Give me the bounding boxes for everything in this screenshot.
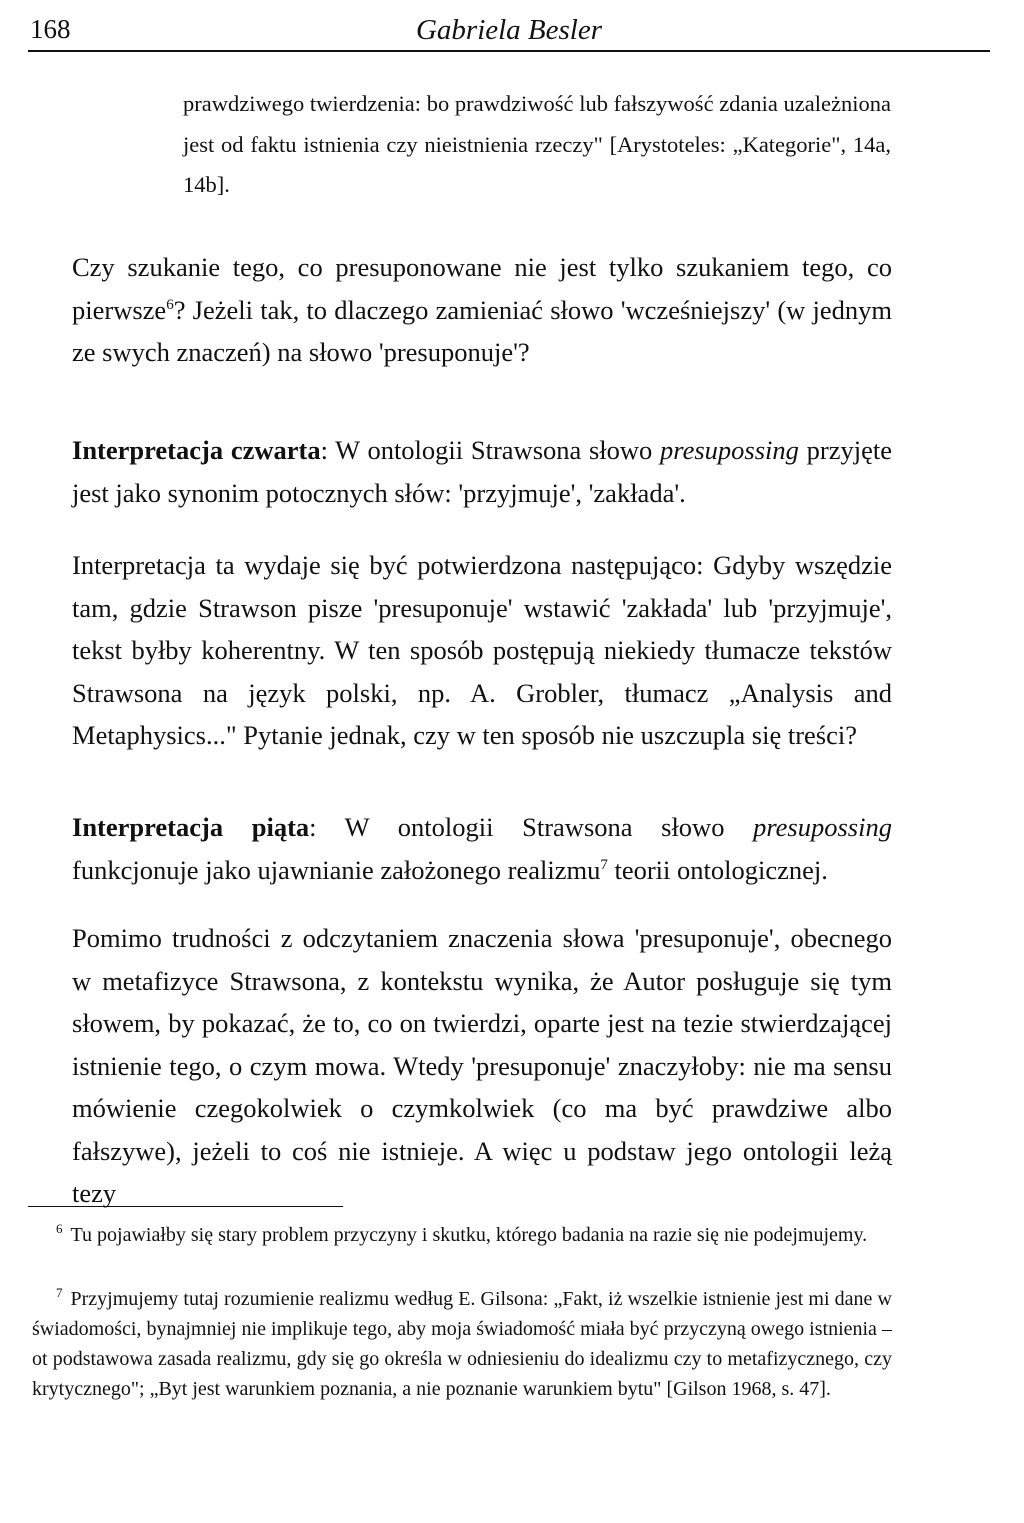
footnote-divider xyxy=(28,1206,343,1207)
running-head-author: Gabriela Besler xyxy=(415,14,603,46)
footnote-text: Tu pojawiałby się stary problem przyczyny i skutku, którego badania na razie się nie podejmujemy. xyxy=(70,1224,868,1246)
paragraph-text: Czy szukanie tego, co presuponowane nie jest tylko szukaniem tego, co pierwsze xyxy=(72,252,892,325)
paragraph-text: teorii ontologicznej. xyxy=(607,854,828,885)
footnote-6 xyxy=(32,1220,892,1250)
paragraph-confirmation: Interpretacja ta wydaje się być potwierdzona następująco: Gdyby wszędzie tam, gdzie Strawson pisze 'presuponuje' wstawić 'zakłada' lub 'przyjmuje', tekst byłby koherentny. W ten sposób postępują niekiedy tłumacze tekstów Strawsona na język polski, np. A. Grobler, tłumacz „Analysis and Metaphysics..." Pytanie jednak, czy w ten sposób nie uszczupla się treści? xyxy=(72,550,892,750)
paragraph-interpretation-four xyxy=(72,429,892,514)
paragraph-text: ? Jeżeli tak, to dlaczego zamieniać słowo 'wcześniejszy' (w jednym ze swych znaczeń) na słowo 'presuponuje'? xyxy=(72,294,892,367)
italic-term: presupossing xyxy=(753,812,892,842)
block-quote: prawdziwego twierdzenia: bo prawdziwość lub fałszywość zdania uzależniona jest od faktu istnienia czy nieistnienia rzeczy" [Arystoteles: „Kategorie", 14a, 14b]. xyxy=(183,91,891,197)
footnote-mark: 7 xyxy=(56,1285,63,1301)
paragraph-text: przyjęte jest jako synonim potocznych słów: 'przyjmuje', 'zakłada'. xyxy=(72,435,892,508)
footnote-mark: 6 xyxy=(56,1221,63,1237)
paragraph-interpretation-five xyxy=(72,806,892,891)
paragraph-realism: Pomimo trudności z odczytaniem znaczenia słowa 'presuponuje', obecnego w metafizyce Strawsona, z kontekstu wynika, że Autor posługuje się tym słowem, by pokazać, że to, co on twierdzi, oparte jest na tezie stwierdzającej istnienie tego, o czym mowa. Wtedy 'presuponuje' znaczyłoby: nie ma sensu mówienie czegokolwiek o czymkolwiek (co ma być prawdziwe albo fałszywe), jeżeli to coś nie istnieje. A więc u podstaw jego ontologii leżą tezy xyxy=(72,923,892,1208)
section-label: Interpretacja piąta xyxy=(72,812,310,842)
footnote-text: Przyjmujemy tutaj rozumienie realizmu według E. Gilsona: „Fakt, iż wszelkie istnienie jest mi dane w świadomości, bynajmniej nie implikuje tego, aby moja świadomość miała być przyczyną owego istnienia – ot podstawowa zasada realizmu, gdy się go określa w odniesieniu do idealizmu czy to metafizycznego, czy krytycznego"; „Byt jest warunkiem poznania, a nie poznanie warunkiem bytu" [Gilson 1968, s. 47]. xyxy=(32,1288,892,1400)
page-header xyxy=(28,8,990,52)
section-label: Interpretacja czwarta xyxy=(72,435,321,465)
page-number: 168 xyxy=(30,14,71,44)
italic-term: presupossing xyxy=(660,435,799,465)
paragraph-text: : W ontologii Strawsona słowo xyxy=(320,435,661,465)
paragraph-text: funkcjonuje jako ujawnianie założonego realizmu xyxy=(72,854,601,885)
footnote-ref-7: 7 xyxy=(600,856,608,873)
footnote-ref-6: 6 xyxy=(166,296,174,313)
paragraph-text: : W ontologii Strawsona słowo xyxy=(309,812,754,842)
footnote-7 xyxy=(32,1284,892,1404)
paragraph-question xyxy=(72,246,892,374)
